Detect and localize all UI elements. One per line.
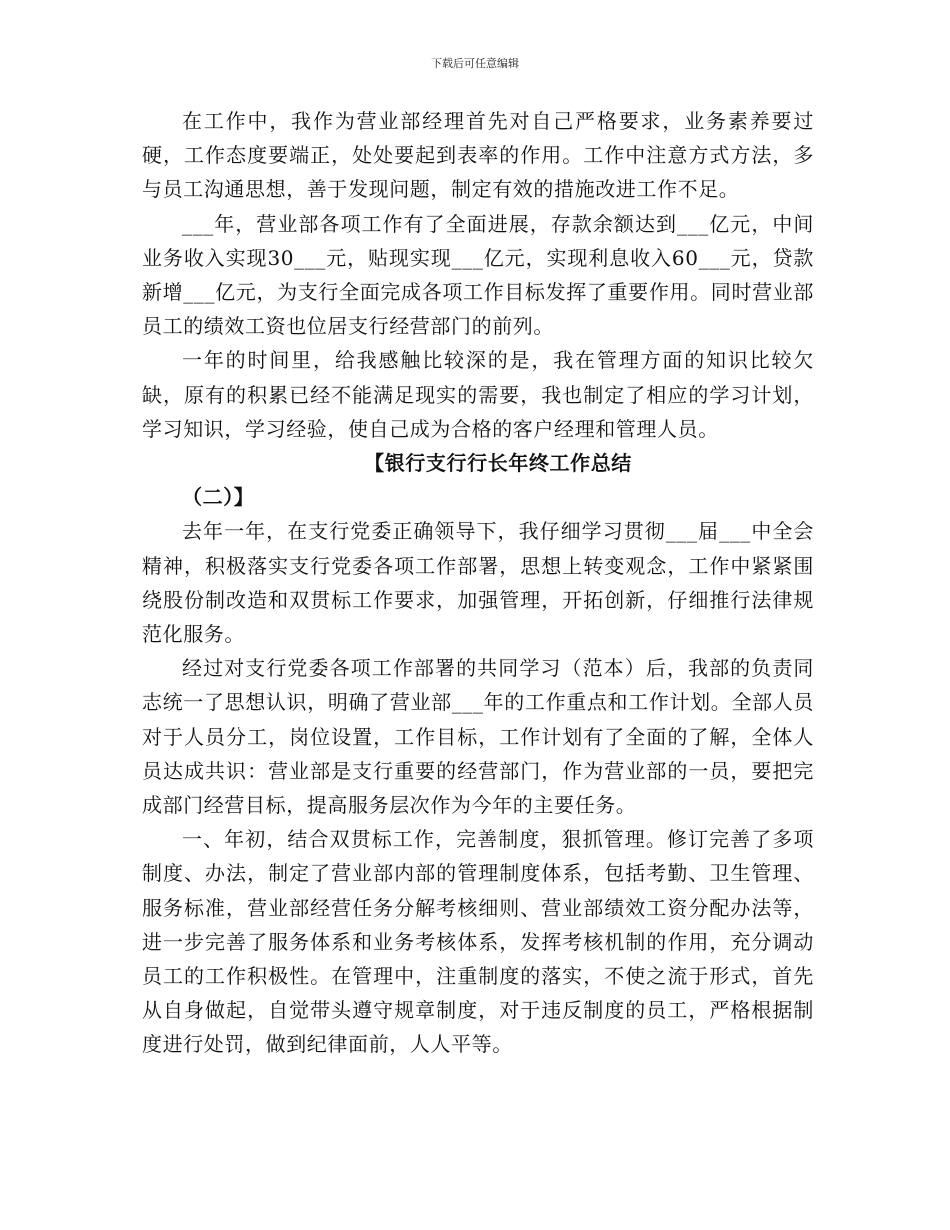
header-note: 下载后可任意编辑 bbox=[431, 57, 519, 70]
paragraph-3: 一年的时间里，给我感触比较深的是，我在管理方面的知识比较欠缺，原有的积累已经不能满足现实的需要，我也制定了相应的学习计划，学习知识，学习经验，使自己成为合格的客户经理和管理人员。 bbox=[142, 348, 814, 441]
paragraph-2: ___年，营业部各项工作有了全面进展，存款余额达到___亿元，中间业务收入实现30___元，贴现实现___亿元，实现利息收入60___元，贷款新增___亿元，为支行全面完成各项工作目标发挥了重要作用。同时营业部员工的绩效工资也位居支行经营部门的前列。 bbox=[142, 211, 814, 339]
section-heading: 【银行支行行长年终工作总结 bbox=[364, 451, 632, 476]
paragraph-4: 去年一年，在支行党委正确领导下，我仔细学习贯彻___届___中全会精神，积极落实支行党委各项工作部署，思想上转变观念，工作中紧紧围绕股份制改造和双贯标工作要求，加强管理，开拓创新，仔细推行法律规范化服务。 bbox=[142, 519, 814, 647]
paragraph-6: 一、年初，结合双贯标工作，完善制度，狠抓管理。修订完善了多项制度、办法，制定了营业部内部的管理制度体系，包括考勤、卫生管理、服务标准，营业部经营任务分解考核细则、营业部绩效工资分配办法等，进一步完善了服务体系和业务考核体系，发挥考核机制的作用，充分调动员工的工作积极性。在管理中，注重制度的落实，不使之流于形式，首先从自身做起，自觉带头遵守规章制度，对于违反制度的员工，严格根据制度进行处罚，做到纪律面前，人人平等。 bbox=[142, 827, 814, 1057]
paragraph-1: 在工作中，我作为营业部经理首先对自己严格要求，业务素养要过硬，工作态度要端正，处处要起到表率的作用。工作中注意方式方法，多与员工沟通思想，善于发现问题，制定有效的措施改进工作不足。 bbox=[142, 109, 814, 202]
section-subheading: （二）】 bbox=[182, 485, 255, 510]
document-body bbox=[142, 104, 814, 1062]
paragraph-5: 经过对支行党委各项工作部署的共同学习（范本）后，我部的负责同志统一了思想认识，明确了营业部___年的工作重点和工作计划。全部人员对于人员分工，岗位设置，工作目标，工作计划有了全面的了解，全体人员达成共识：营业部是支行重要的经营部门，作为营业部的一员，要把完成部门经营目标，提高服务层次作为今年的主要任务。 bbox=[142, 656, 814, 818]
